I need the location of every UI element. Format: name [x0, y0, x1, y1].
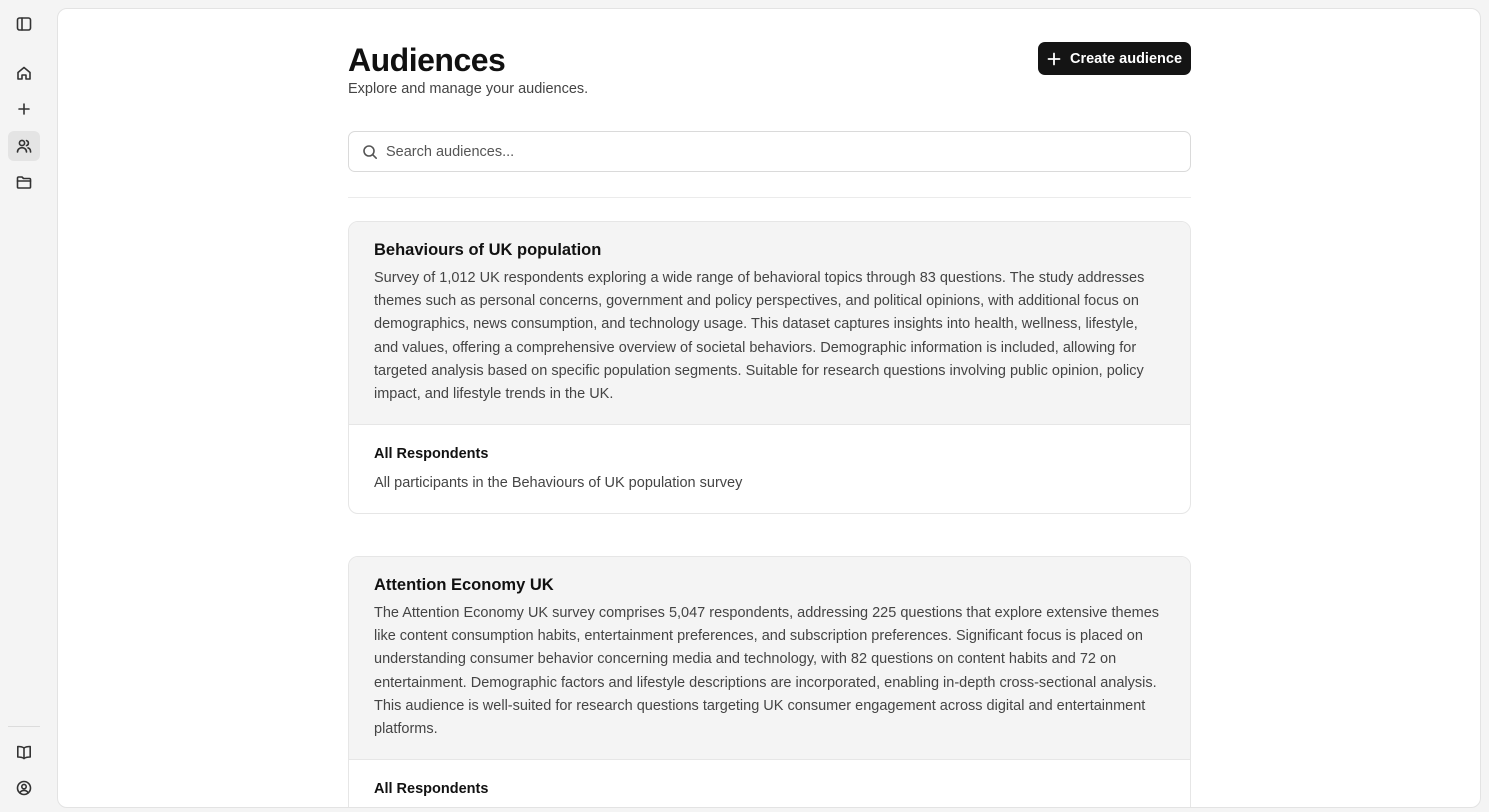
- segment-title: All Respondents: [374, 781, 489, 798]
- audience-card-header[interactable]: [349, 557, 1190, 760]
- sidebar-divider: [8, 726, 40, 727]
- sidebar-item-home[interactable]: [8, 58, 40, 88]
- audience-title: Attention Economy UK: [374, 576, 554, 594]
- sidebar-item-docs[interactable]: [8, 737, 40, 767]
- users-icon: [16, 138, 32, 154]
- audience-card: [348, 221, 1191, 514]
- audience-description: The Attention Economy UK survey comprises 5,047 respondents, addressing 225 questions that explore extensive themes like content consumption habits, entertainment preferences, and subscription preferences. Significant focus is placed on understanding consumer behavior concerning media and technology, with 82 questions on content habits and 72 on entertainment. Demographic factors and lifestyle descriptions are incorporated, enabling in-depth cross-sectional analysis. This audience is well-suited for research questions targeting UK consumer engagement across digital and entertainment platforms.: [374, 605, 1160, 738]
- audience-card-header[interactable]: [349, 222, 1190, 425]
- main-panel: [57, 8, 1481, 808]
- section-divider: [348, 197, 1191, 198]
- search-input[interactable]: [386, 132, 1190, 171]
- sidebar-item-account[interactable]: [8, 773, 40, 803]
- sidebar-item-projects[interactable]: [8, 167, 40, 197]
- audience-description: Survey of 1,012 UK respondents exploring a wide range of behavioral topics through 83 questions. The study addresses themes such as personal concerns, government and policy perspectives, and political opinions, with additional focus on demographics, news consumption, and technology usage. This dataset captures insights into health, wellness, lifestyle, and values, offering a comprehensive overview of societal behaviors. Demographic information is included, allowing for targeted analysis based on specific population segments. Suitable for research questions involving public opinion, policy impact, and lifestyle trends in the UK.: [374, 270, 1145, 403]
- search-icon: [362, 144, 378, 160]
- audience-card: [348, 556, 1191, 808]
- page-title: Audiences: [348, 42, 506, 78]
- audience-title: Behaviours of UK population: [374, 241, 602, 259]
- create-audience-label: Create audience: [1069, 50, 1183, 67]
- plus-icon: [16, 101, 32, 117]
- sidebar-toggle-button[interactable]: [8, 9, 40, 39]
- page-subtitle: Explore and manage your audiences.: [348, 81, 589, 97]
- sidebar-toggle-icon: [16, 16, 32, 32]
- segment-item[interactable]: [349, 425, 1190, 513]
- create-audience-button[interactable]: [1038, 42, 1191, 75]
- segment-title: All Respondents: [374, 446, 489, 463]
- search-box: [348, 131, 1191, 172]
- sidebar-item-audiences[interactable]: [8, 131, 40, 161]
- segment-item[interactable]: [349, 760, 1190, 808]
- plus-icon: [1047, 52, 1061, 66]
- sidebar-item-new[interactable]: [8, 94, 40, 124]
- segment-description: All participants in the Behaviours of UK population survey: [374, 475, 743, 492]
- sidebar-rail: [0, 0, 49, 812]
- user-circle-icon: [16, 780, 32, 796]
- home-icon: [16, 65, 32, 81]
- folder-icon: [16, 174, 32, 190]
- book-icon: [16, 744, 32, 760]
